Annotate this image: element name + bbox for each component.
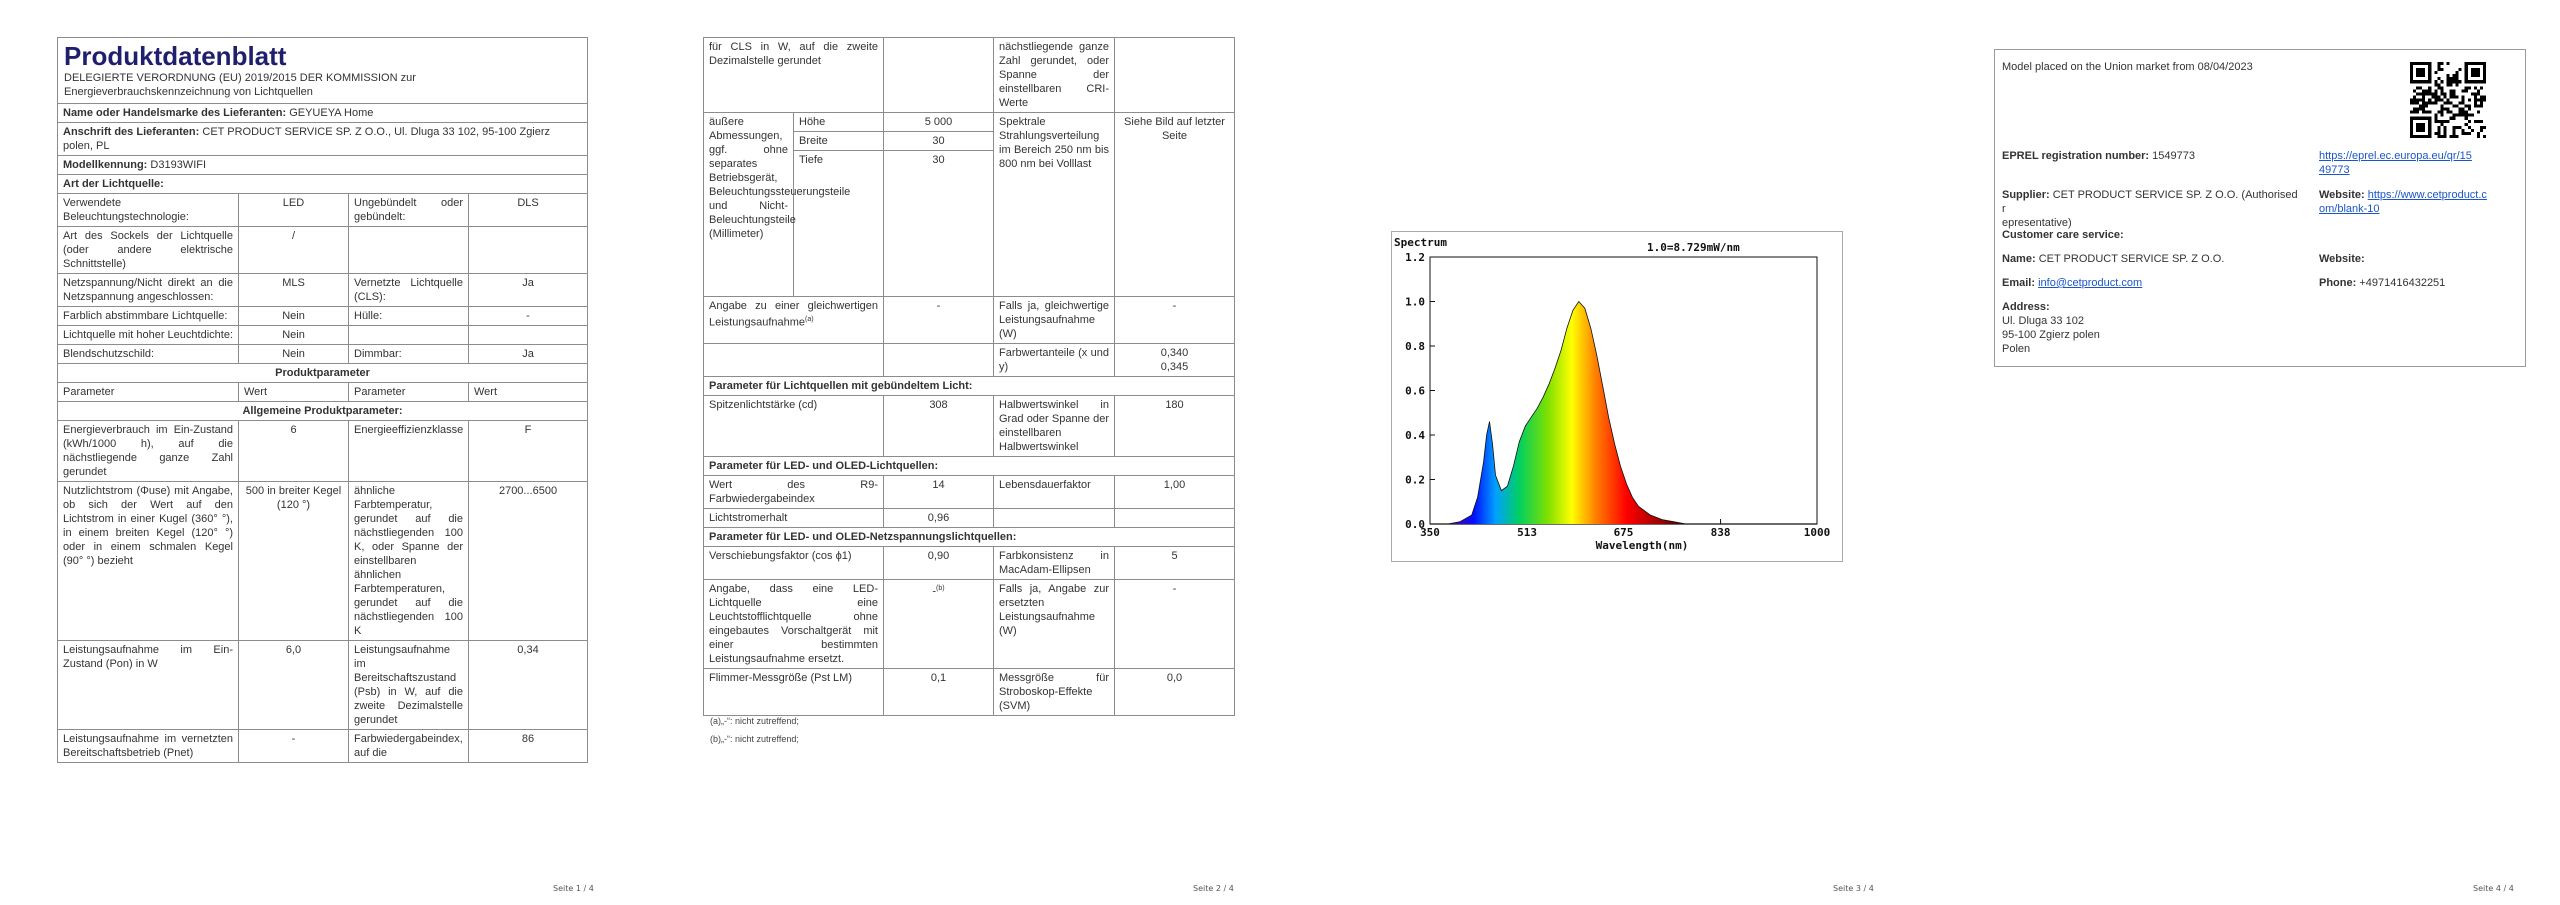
table-cell: Vernetzte Lichtquelle (CLS): — [349, 274, 469, 307]
supplier-label: Supplier: — [2002, 189, 2050, 201]
name-value: CET PRODUCT SERVICE SP. Z O.O. — [2038, 253, 2225, 265]
spectrum-plot — [1392, 232, 1842, 561]
dimension-name: Höhe — [794, 113, 884, 132]
table-cell: Halbwertswinkel in Grad oder Spanne der einstellbaren Halbwertswinkel — [994, 396, 1115, 457]
table-row — [704, 396, 1235, 457]
table-row — [58, 307, 588, 326]
chroma-x: 0,340 — [1160, 347, 1189, 359]
table-row — [58, 641, 588, 730]
name-label: Name: — [2002, 253, 2036, 265]
column-header-row — [58, 383, 588, 402]
table-row — [58, 345, 588, 364]
table-row — [704, 509, 1235, 528]
table-row — [704, 580, 1235, 669]
equiv-label: Angabe zu einer gleichwertigen Leistungsaufnahme — [709, 300, 878, 329]
table-cell: 500 in breiter Kegel (120 °) — [239, 482, 349, 641]
table-cell: Flimmer-Messgröße (Pst LM) — [704, 669, 884, 716]
table-cell — [884, 38, 994, 113]
table-cell: LED — [239, 194, 349, 227]
email-link[interactable]: info@cetproduct.com — [2038, 277, 2143, 289]
x-tick-label: 513 — [1517, 526, 1537, 539]
table-cell — [469, 227, 588, 274]
y-tick-label: 1.0 — [1405, 295, 1425, 309]
section-row — [58, 364, 588, 383]
x-tick-label: 350 — [1420, 526, 1440, 539]
page-number: Seite 3 / 4 — [1833, 884, 1874, 893]
care-website — [2319, 252, 2365, 266]
table-cell: Hülle: — [349, 307, 469, 326]
model-label: Modellkennung: — [63, 159, 148, 171]
product-datasheet-table-2 — [703, 37, 1235, 716]
model-value: D3193WIFI — [150, 159, 207, 171]
table-cell: 5 — [1115, 547, 1235, 580]
table-cell: 6 — [239, 421, 349, 482]
table-cell — [469, 326, 588, 345]
supplier-info — [2002, 188, 2302, 230]
table-cell — [349, 326, 469, 345]
address-line: Ul. Dluga 33 102 — [2002, 315, 2084, 327]
column-header: Parameter — [58, 383, 239, 402]
table-cell: Farblich abstimmbare Lichtquelle: — [58, 307, 239, 326]
replace-value: - — [932, 585, 937, 598]
eprel-value: 1549773 — [2152, 150, 2195, 162]
table-cell: 1,00 — [1115, 476, 1235, 509]
website-info — [2319, 188, 2519, 216]
table-row — [704, 113, 1235, 132]
table-cell — [1115, 509, 1235, 528]
table-cell: Lichtstromerhalt — [704, 509, 884, 528]
address-label: Address: — [2002, 301, 2050, 313]
table-cell: Spitzenlichtstärke (cd) — [704, 396, 884, 457]
y-tick-label: 0.8 — [1405, 340, 1425, 353]
eprel-info-box — [1994, 49, 2526, 367]
table-cell — [704, 344, 884, 377]
table-cell: 0,90 — [884, 547, 994, 580]
page-2 — [640, 0, 1280, 905]
table-cell: - — [1115, 297, 1235, 344]
footnote-a: (a)„-“: nicht zutreffend; — [710, 716, 799, 726]
table-cell: 308 — [884, 396, 994, 457]
table-cell: Blendschutzschild: — [58, 345, 239, 364]
table-cell: F — [469, 421, 588, 482]
spectrum-scale-note: 1.0=8.729mW/nm — [1647, 241, 1740, 254]
table-cell: Leistungsaufnahme im Ein-Zustand (Pon) in W — [58, 641, 239, 730]
table-cell — [1115, 344, 1235, 377]
eprel-link-line1: https://eprel.ec.europa.eu/qr/15 — [2319, 150, 2472, 162]
dimension-value: 30 — [884, 132, 994, 151]
table-cell: Nein — [239, 307, 349, 326]
table-cell: - — [239, 730, 349, 763]
table-cell: Art des Sockels der Lichtquelle (oder andere elektrische Schnittstelle) — [58, 227, 239, 274]
eprel-label: EPREL registration number: — [2002, 150, 2150, 162]
table-cell: 86 — [469, 730, 588, 763]
model-row — [58, 156, 588, 175]
y-tick-label: 0.2 — [1405, 473, 1425, 487]
customer-care-heading — [2002, 228, 2124, 242]
y-tick-label: 1.2 — [1405, 251, 1425, 264]
table-row — [704, 547, 1235, 580]
phone-label: Phone: — [2319, 277, 2357, 289]
table-cell: Nein — [239, 326, 349, 345]
table-cell: - — [469, 307, 588, 326]
table-cell: Dimmbar: — [349, 345, 469, 364]
table-cell: Ja — [469, 274, 588, 307]
table-row — [704, 344, 1235, 377]
spectrum-chart — [1391, 231, 1843, 562]
table-cell: 0,96 — [884, 509, 994, 528]
table-row — [58, 274, 588, 307]
footnote-b: (b)„-“: nicht zutreffend; — [710, 734, 799, 744]
spectrum-corner-label: Spectrum — [1394, 236, 1447, 249]
table-cell: Energieeffizienzklasse — [349, 421, 469, 482]
table-cell: Verwendete Beleuchtungstechnologie: — [58, 194, 239, 227]
table-row — [58, 194, 588, 227]
supplier-value-line1: CET PRODUCT SERVICE SP. Z O.O. (Authorised r — [2002, 189, 2298, 215]
regulation-subtitle: DELEGIERTE VERORDNUNG (EU) 2019/2015 DER KOMMISSION zur Energieverbrauchskennzeichnung von Lichtquellen — [64, 72, 416, 98]
care-address — [2002, 300, 2100, 356]
table-cell: für CLS in W, auf die zweite Dezimalstelle gerundet — [704, 38, 884, 113]
table-cell: Leistungsaufnahme im Bereitschaftszustand (Psb) in W, auf die zweite Dezimalstelle gerundet — [349, 641, 469, 730]
table-cell: / — [239, 227, 349, 274]
table-cell — [704, 297, 884, 344]
mains-heading: Parameter für LED- und OLED-Netzspannungslichtquellen: — [704, 528, 1235, 547]
section-row — [704, 528, 1235, 547]
column-header: Parameter — [349, 383, 469, 402]
eprel-link[interactable] — [2319, 149, 2519, 177]
table-cell: Netzspannung/Nicht direkt an die Netzspannung angeschlossen: — [58, 274, 239, 307]
care-phone — [2319, 276, 2445, 290]
table-cell: Verschiebungsfaktor (cos ϕ1) — [704, 547, 884, 580]
phone-value: +4971416432251 — [2359, 277, 2446, 289]
led-heading: Parameter für LED- und OLED-Lichtquellen: — [704, 457, 1235, 476]
table-cell: 180 — [1115, 396, 1235, 457]
y-tick-label: 0.0 — [1405, 518, 1425, 531]
dimension-name: Tiefe — [794, 151, 884, 297]
dimension-name: Breite — [794, 132, 884, 151]
address-label: Anschrift des Lieferanten: — [63, 126, 200, 138]
x-tick-label: 675 — [1613, 526, 1634, 539]
website-line2: om/blank-10 — [2319, 203, 2380, 215]
dimensions-label: äußere Abmessungen, ggf. ohne separates Betriebsgerät, Beleuchtungssteuerungsteile und Nicht-Beleuchtungsteile (Millimeter) — [704, 113, 794, 297]
general-params-heading: Allgemeine Produktparameter: — [58, 402, 588, 421]
qr-code-icon — [2410, 62, 2486, 138]
section-row — [704, 457, 1235, 476]
table-cell: 6,0 — [239, 641, 349, 730]
table-cell: ähnliche Farbtemperatur, gerundet auf die nächstliegenden 100 K, oder Spanne der einstellbaren ähnlichen Farbtemperaturen, gerundet auf die nächstliegenden 100 K — [349, 482, 469, 641]
table-row — [58, 482, 588, 641]
page-number: Seite 2 / 4 — [1193, 884, 1234, 893]
placed-on-market: Model placed on the Union market from 08/04/2023 — [2002, 61, 2253, 73]
address-line: 95-100 Zgierz polen — [2002, 329, 2100, 341]
page-number: Seite 4 / 4 — [2473, 884, 2514, 893]
chroma-y: 0,345 — [1160, 361, 1189, 373]
spectrum-x-axis-label: Wavelength(nm) — [1595, 539, 1689, 552]
table-cell: Energieverbrauch im Ein-Zustand (kWh/1000 h), auf die nächstliegende ganze Zahl gerundet — [58, 421, 239, 482]
spectrum-area — [1448, 302, 1686, 525]
x-tick-label: 1000 — [1803, 526, 1831, 539]
page-number: Seite 1 / 4 — [553, 884, 594, 893]
supplier-value-line2: epresentative) — [2002, 217, 2072, 229]
table-cell: 0,1 — [884, 669, 994, 716]
table-row — [58, 730, 588, 763]
footnote-ref: (a) — [805, 316, 814, 323]
header-row — [58, 38, 588, 104]
table-row — [704, 476, 1235, 509]
address-value: CET PRODUCT SERVICE SP. Z O.O., Ul. Dluga 33 102, 95-100 Zgierz polen, PL — [63, 126, 551, 152]
table-cell: 0,34 — [469, 641, 588, 730]
table-cell: nächstliegende ganze Zahl gerundet, oder Spanne der einstellbaren CRI-Werte — [994, 38, 1115, 113]
website2-label: Website: — [2319, 253, 2365, 265]
table-cell: Angabe, dass eine LED-Lichtquelle eine Leuchtstofflichtquelle ohne eingebautes Vorschaltgerät mit einer bestimmten Leistungsaufnahme ersetzt. — [704, 580, 884, 669]
light-source-type-heading: Art der Lichtquelle: — [58, 175, 588, 194]
email-label: Email: — [2002, 277, 2036, 289]
table-row — [704, 38, 1235, 113]
table-cell: Lichtquelle mit hoher Leuchtdichte: — [58, 326, 239, 345]
table-cell: Farbwiedergabeindex, auf die — [349, 730, 469, 763]
care-name — [2002, 252, 2224, 266]
table-cell: Messgröße für Stroboskop-Effekte (SVM) — [994, 669, 1115, 716]
supplier-name-value: GEYUEYA Home — [289, 107, 374, 119]
table-cell: Leistungsaufnahme im vernetzten Bereitschaftsbetrieb (Pnet) — [58, 730, 239, 763]
table-cell: DLS — [469, 194, 588, 227]
table-cell: Lebensdauerfaktor — [994, 476, 1115, 509]
light-source-type-row — [58, 175, 588, 194]
table-cell: Nein — [239, 345, 349, 364]
table-cell: - — [884, 297, 994, 344]
supplier-name-label: Name oder Handelsmarke des Lieferanten: — [63, 107, 287, 119]
table-cell: 0,0 — [1115, 669, 1235, 716]
y-tick-label: 0.6 — [1405, 384, 1425, 398]
table-row — [58, 227, 588, 274]
table-cell — [884, 344, 994, 377]
table-cell — [349, 227, 469, 274]
table-cell — [1115, 38, 1235, 113]
section-row — [58, 402, 588, 421]
dimension-value: 5 000 — [884, 113, 994, 132]
care-email — [2002, 276, 2142, 290]
website-line1: https://www.cetproduct.c — [2367, 189, 2487, 201]
page-title: Produktdatenblatt — [64, 41, 287, 71]
table-cell: Ungebündelt oder gebündelt: — [349, 194, 469, 227]
section-row — [704, 377, 1235, 396]
table-cell — [994, 509, 1115, 528]
table-cell: Ja — [469, 345, 588, 364]
table-cell: Falls ja, Angabe zur ersetzten Leistungsaufnahme (W) — [994, 580, 1115, 669]
table-cell: Wert des R9-Farbwiedergabeindex — [704, 476, 884, 509]
table-cell: Falls ja, gleichwertige Leistungsaufnahme (W) — [994, 297, 1115, 344]
y-tick-label: 0.4 — [1405, 429, 1425, 442]
table-cell: 2700...6500 — [469, 482, 588, 641]
product-datasheet-table-1 — [57, 37, 588, 763]
table-row — [58, 326, 588, 345]
supplier-row — [58, 104, 588, 123]
table-cell: Farbkonsistenz in MacAdam-Ellipsen — [994, 547, 1115, 580]
address-line: Polen — [2002, 343, 2031, 355]
website-label: Website: — [2319, 189, 2365, 201]
product-params-heading: Produktparameter — [58, 364, 588, 383]
address-row — [58, 123, 588, 156]
table-cell: MLS — [239, 274, 349, 307]
table-cell: - — [1115, 580, 1235, 669]
spectral-label: Spektrale Strahlungsverteilung im Bereich 250 nm bis 800 nm bei Volllast — [994, 113, 1115, 297]
table-cell: Farbwertanteile (x und y) — [994, 344, 1115, 377]
table-cell — [884, 580, 994, 669]
eprel-link-text[interactable] — [2319, 150, 2472, 176]
directional-heading: Parameter für Lichtquellen mit gebündeltem Licht: — [704, 377, 1235, 396]
table-row — [704, 669, 1235, 716]
x-tick-label: 838 — [1710, 526, 1731, 539]
table-cell: 14 — [884, 476, 994, 509]
column-header: Wert — [469, 383, 588, 402]
column-header: Wert — [239, 383, 349, 402]
eprel-link-line2: 49773 — [2319, 164, 2350, 176]
customer-care-label: Customer care service: — [2002, 229, 2124, 241]
page-1 — [0, 0, 640, 905]
eprel-registration — [2002, 149, 2195, 163]
dimension-value: 30 — [884, 151, 994, 297]
table-row — [58, 421, 588, 482]
table-row — [704, 297, 1235, 344]
table-cell: Nutzlichtstrom (Φuse) mit Angabe, ob sich der Wert auf den Lichtstrom in einer Kugel (360° °), in einem breiten Kegel (120° °) oder in einem schmalen Kegel (90° °) bezieht — [58, 482, 239, 641]
spectral-value: Siehe Bild auf letzter Seite — [1115, 113, 1235, 297]
footnote-ref: (b) — [936, 585, 945, 592]
